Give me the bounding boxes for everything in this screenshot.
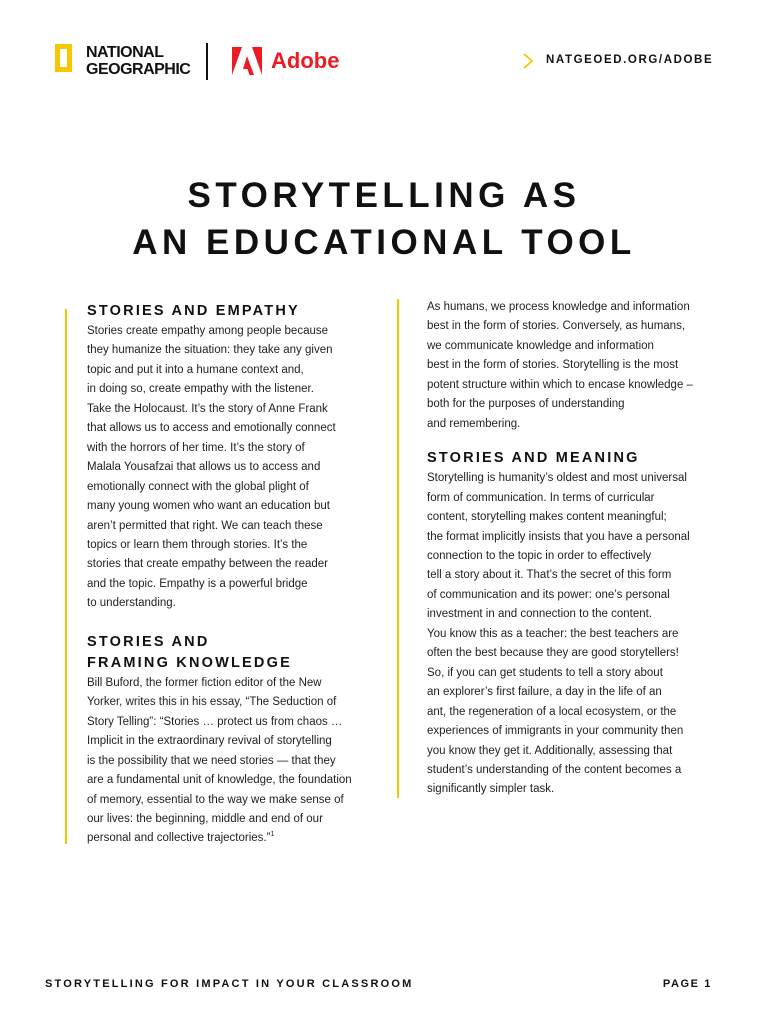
footer-series-title: STORYTELLING FOR IMPACT IN YOUR CLASSROOM (45, 978, 414, 990)
heading-line2: FRAMING KNOWLEDGE (87, 654, 292, 671)
chevron-right-icon (522, 53, 534, 69)
left-column (87, 301, 377, 849)
site-link[interactable]: NATGEOED.ORG/ADOBE (546, 54, 714, 66)
left-column-rule (65, 309, 67, 844)
framing-knowledge-text: Bill Buford, the former fiction editor of the New Yorker, writes this in his essay, “The Seduction of Story Telling”: “Stories … protect us from chaos … Implicit in the extraordinary revival of storytelling is the possibility that we need stories — that they are a fundamental unit of knowledge, the foundation of memory, essential to the way we make sense of our lives: the beginning, middle and end of our personal and collective trajectories.” (87, 676, 352, 845)
page-title (0, 172, 768, 266)
section-body-framing-knowledge (87, 674, 377, 849)
national-geographic-logo-icon (55, 44, 72, 72)
section-heading-meaning: STORIES AND MEANING (427, 450, 640, 467)
ng-wordmark-line2: GEOGRAPHIC (86, 61, 191, 78)
page-header (0, 0, 768, 120)
footer-page-number: PAGE 1 (662, 978, 712, 990)
heading-line1: STORIES AND (87, 633, 210, 650)
adobe-wordmark: Adobe (271, 48, 340, 73)
adobe-logo-icon (232, 47, 262, 75)
footnote-marker: 1 (270, 831, 275, 839)
logo-divider (206, 43, 208, 80)
right-column (427, 298, 727, 800)
section-heading-empathy: STORIES AND EMPATHY (87, 303, 300, 319)
national-geographic-wordmark (86, 44, 190, 78)
section-body-meaning: Storytelling is humanity’s oldest and most universal form of communication. In terms of curricular content, storytelling makes content meaningful; the format implicitly insists that you have a personal connection to the topic in order to effectively tell a story about it. That’s the secret of this form of communication and its power: one’s personal investment in and connection to the content. You know this as a teacher: the best teachers are often the best because they are good storytellers! So, if you can get students to tell a story about an explorer’s first failure, a day in the life of an ant, the regeneration of a local ecosystem, or the experiences of immigrants in your community then you know they get it. Additionally, assessing that student’s understanding of the content becomes a significantly simpler task. (427, 472, 690, 796)
page-title-line1: STORYTELLING AS (187, 176, 581, 215)
section-heading-framing-knowledge (87, 632, 377, 674)
page-title-line2: AN EDUCATIONAL TOOL (132, 223, 636, 262)
center-column-rule (397, 299, 399, 798)
ng-wordmark-line1: NATIONAL (86, 44, 164, 61)
intro-paragraph: As humans, we process knowledge and information best in the form of stories. Conversely, as humans, we communicate knowledge and information best in the form of stories. Storytelling is the most potent structure within which to encase knowledge – both for the purposes of understanding and remembering. (427, 301, 693, 430)
section-body-empathy: Stories create empathy among people because they humanize the situation: they take any given topic and put it into a humane context and, in doing so, create empathy with the listener. Take the Holocaust. It’s the story of Anne Frank that allows us to access and emotionally connect with the horrors of her time. It’s the story of Malala Yousafzai that allows us to access and emotionally connect with the global plight of many young women who want an education but aren’t permitted that right. We can teach these topics or learn them through stories. It’s the stories that create empathy between the reader and the topic. Empathy is a powerful bridge to understanding. (87, 325, 336, 610)
